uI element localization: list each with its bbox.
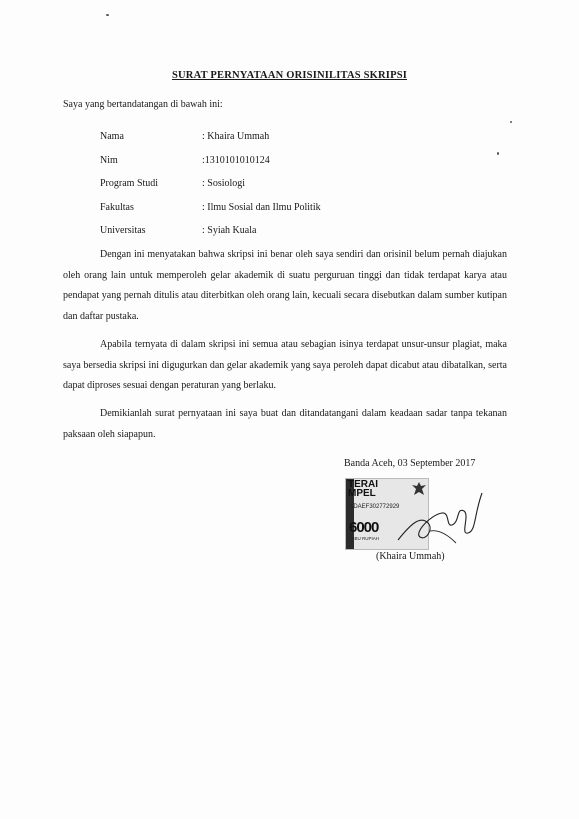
identity-value: : Sosiologi [202, 178, 246, 189]
statement-paragraph: Dengan ini menyatakan bahwa skripsi ini benar oleh saya sendiri dan orisinil belum pernah diajukan oleh orang lain untuk memperoleh gelar akademik di suatu perguruan tinggi dan tidak terdapat karya atau pendapat yang pernah ditulis atau diterbitkan oleh orang lain, kecuali secara disebutkan dalam sumber kutipan dan daftar pustaka. [63, 249, 507, 322]
scan-speck [510, 121, 512, 123]
scan-speck [106, 14, 109, 16]
statement-paragraph: Apabila ternyata di dalam skripsi ini semua atau sebagian isinya terdapat unsur-unsur plagiat, maka saya bersedia skripsi ini digugurkan dan gelar akademik yang saya peroleh dapat dicabut atau dibatalkan, serta dapat diproses sesuai dengan peraturan yang berlaku. [63, 339, 507, 391]
statement-paragraph: Demikianlah surat pernyataan ini saya buat dan ditandatangani dalam keadaan sadar tanpa tekanan paksaan oleh siapapun. [63, 408, 507, 440]
identity-value: : Ilmu Sosial dan Ilmu Politik [202, 202, 321, 213]
intro-text: Saya yang bertandatangan di bawah ini: [63, 99, 223, 110]
stamp-value: 6000 [349, 519, 379, 536]
identity-label: Fakultas [100, 202, 134, 213]
handwritten-signature [390, 485, 490, 555]
stamp-code: 1DAEF302772929 [350, 504, 400, 510]
scan-speck [497, 152, 499, 155]
stamp-text: MPEL [348, 488, 376, 499]
identity-label: Universitas [100, 225, 146, 236]
stamp-text: TERAI [348, 479, 378, 490]
signer-name: (Khaira Ummah) [376, 551, 445, 562]
identity-value: : Syiah Kuala [202, 225, 257, 236]
document-title: SURAT PERNYATAAN ORISINILITAS SKRIPSI [171, 70, 408, 81]
identity-value: :1310101010124 [202, 155, 270, 166]
place-date: Banda Aceh, 03 September 2017 [344, 458, 476, 469]
stamp-word: RIBU RUPIAH [350, 536, 380, 541]
identity-label: Nama [100, 131, 124, 142]
identity-value: : Khaira Ummah [202, 131, 270, 142]
identity-label: Nim [100, 155, 118, 166]
identity-label: Program Studi [100, 178, 159, 189]
stamp-header [348, 480, 378, 498]
